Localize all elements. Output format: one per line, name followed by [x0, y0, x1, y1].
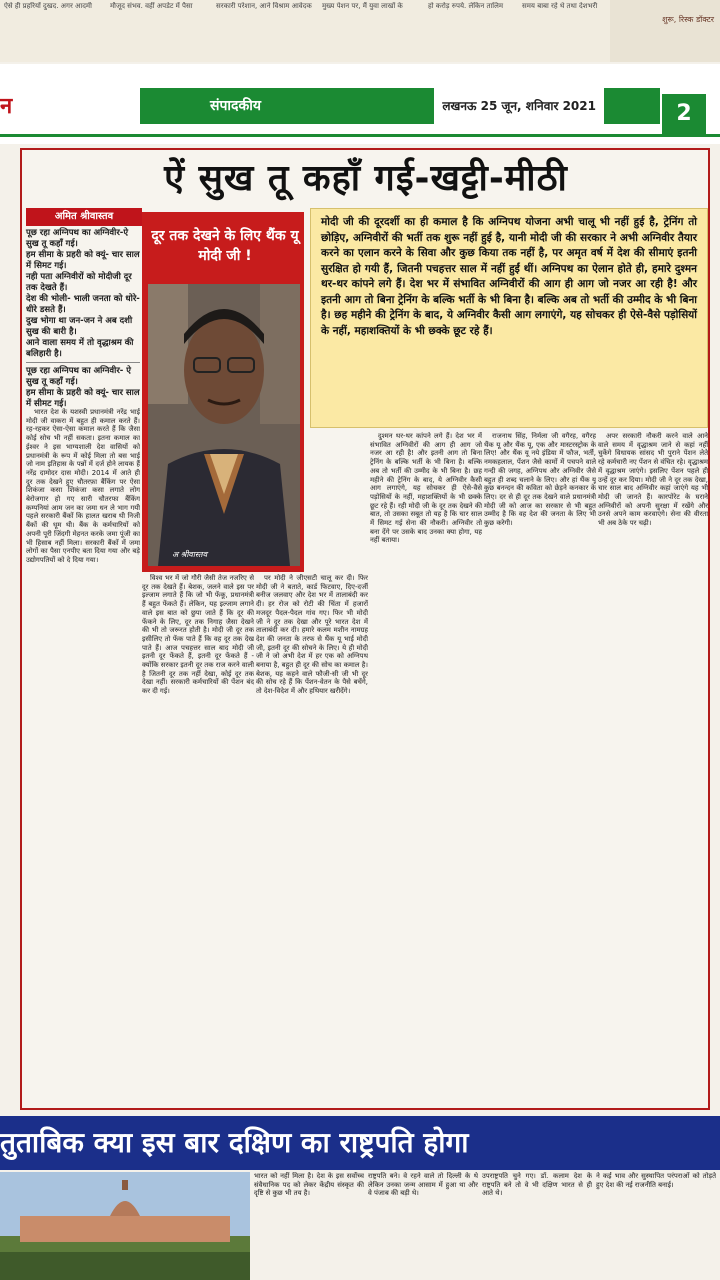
- poem-line: हम सीमा के प्रहरी को क्यूं- चार साल में सिमट गई।: [26, 250, 140, 271]
- issue-date: लखनऊ 25 जून, शनिवार 2021: [434, 88, 604, 124]
- strip-text: मुख्य पेशन पर, मैं युवा लाखों के: [322, 2, 403, 10]
- column-text: राजनाथ सिंह, निर्मला जी वगैरह, वगैरह थैंक यू और थैंक यू, एक और मास्टरस्ट्रोक के लिए! और थैंक यू नये इंडिया में फौज, भर्ती, नमकहलाल, पेंशन जैसे कामों में पचपने वाले गन्दी की जगह, अग्निपथ और अग्निवीर जैसे बहुत ही शब्द चलाने के लिए। और हां थैंक यू कुछ बनन्दन की कविता को छेड़ने कनकार के लिए। दर से ही दूर तक देखने वाले प्रधानमंत्री मोदी जी को आज का सरकार से भी बहुत उम्मीद है कि वह देश की जनता के लिए भी कुछ करेगी।: [484, 432, 596, 528]
- strip-right-text: शुरू, रिस्क डॉक्टर: [662, 15, 714, 24]
- bottom-column: ने कई भाव और सुस्थापित परंपराओं को तोड़ते हुए देश की नई राजनीति बनाई।: [596, 1172, 716, 1189]
- poem-line: देश की भोली- भाली जनता को धोरे-धीरे डसते हैं।: [26, 294, 140, 315]
- article-column: [256, 574, 368, 1108]
- section-bar: [140, 88, 660, 124]
- previous-page-strip: [0, 0, 720, 62]
- section-title: संपादकीय: [210, 98, 261, 114]
- divider: [26, 362, 140, 363]
- strip-text: ऐसे ही प्रहरियों दुखद. अगर आदमी: [4, 2, 92, 10]
- article-column: [598, 432, 708, 1108]
- lead-box: मोदी जी की दूरदर्शी का ही कमाल है कि अग्निपथ योजना अभी चालू भी नहीं हुई है, ट्रेनिंग तो छोड़िए, अग्निवीरों की भर्ती तक शुरू नहीं हुई है, यानी मोदी जी की सरकार ने अभी अग्निवीर तैयार करने का एलान करने के सिवा और कुछ किया तक नहीं है, पर अमृत वर्ष में देश की सीमाएं इतनी सुरक्षित हो गयी हैं, जितनी पचहत्तर साल में नहीं हुईं थीं। अग्निपथ का ऐलान होते ही, हमारे दुश्मन थर-थर कांपने लगे हैं। देश भर में संभावित अग्निवीरों की आग ही आग जो नजर आ रही है! और इतनी आग तो बिना ट्रेनिंग के बल्कि भर्ती के भी बिना है। बल्कि अब तो भर्ती की उम्मीद के भी बिना है। छह महीने की ट्रेनिंग के बाद, ये अग्निवीर कैसी आग लगाएंगे, यह सोचकर ही ऐसे-वैसे पड़ोसियों के नहीं, महाशक्तियों के भी छक्के छूट रहे हैं।: [310, 208, 708, 428]
- author-byline: अमित श्रीवास्तव: [26, 208, 142, 226]
- column-text: पर मोदी ने जीएसटी चालू कर दी। फिर मोदी जी ने बताते, कार्ड फिटवाए, दिए-दर्जी बनीज जलवाए और देश भर में तालाबंदी कर दी। हर रोज को रोटी की चिंता में हजारों मजदूर पैदल-पैदल गांव गए। फिर भी मोदी जी ने दूर तक देखा और पूरे भारत देश में तालाबंदी कर दी। हमारे कलम मशीन नामग्रह देश की जनता के तरफ से थैंक यू भाई मोदी जी, इतनी दूर की सोचने के लिए। ये ही मोदी जी ने जो अभी देश में हर एक को अग्निपथ बनाया है, बहुत ही दूर की सोच का कमाल है। बेशक, यह कहने वाले फौजी-सी जी भी दूर की सोच रहे हैं कि पेंशन-वेतन के पैसे बचेंगे, तो देश-विदेश में और हथियार खरीदेंगे।: [256, 574, 368, 696]
- header-rule: [0, 134, 720, 137]
- bottom-column: भारत को नहीं मिला है। देश के इस सर्वोच्च संवैधानिक पद को लेकर केंद्रीय संस्कृत की दृष्टि से कुछ भी तय है।: [254, 1172, 364, 1198]
- photo-name: अ श्रीवास्तव: [172, 550, 208, 559]
- poem-line: दुख भोगा था जन-जन ने अब दशी सुख की बारी है।: [26, 316, 133, 337]
- column-text: भारत देश के यशस्वी प्रधानमंत्री नरेंद्र भाई मोदी जी वाकरा में बहुत ही कमाल करते हैं। रह-रहकर ऐसा-ऐसा कमाल करते हैं कि जैसा कोई सोच भी नहीं सकता। इतना कमाल का ईश्वर ने इस भाग्यशाली देश वासियों को प्रधानमंत्री के रूप में कोई मिला तो बस भाई जो नाम इतिहास के पन्नों में दर्ज होने लायक हैं नरेंद्र दामोदर दास मोदी। 2014 में आते ही दुर तक देखने हुए चौतरफ़ा बैंकिंग पर ऐसा शिकंजा कसा शिकंजा कसा लगाते लोग बेरोजगार हो गए सारी चौतरफा बैंकिंग कम्पनियां आम जन का जमा धन ले भाग गयी पहले सरकारी बैंकों कि हालत खराब थी निजी बैंकों की धूम थी। बैंक के कर्मचारियों को अपनी पूरी जिंदगी मेहनत करके जमा पूंजी का भी हिसाब नहीं मिला। सरकारी बैंकों में जमा लोगों का पैसा एनपीए बता दिया गया और बड़े उद्योगपतियों को दे दिया गया।: [26, 408, 140, 564]
- bottom-headline: तुताबिक क्या इस बार दक्षिण का राष्ट्रपति होगा: [0, 1126, 469, 1159]
- column-text: दुश्मन थर-थर कांपने लगे हैं। देश भर में संभावित अग्निवीरों की आग ही आग जो नजर आ रही है! और इतनी आग तो बिना ट्रेनिंग के बल्कि भर्ती के भी बिना है। बल्कि अब तो भर्ती की उम्मीद के भी बिना है। छह महीने की ट्रेनिंग के बाद, ये अग्निवीर कैसी आग लगाएंगे, यह सोचकर ही ऐसे-वैसे पड़ोसियों के नहीं, महाशक्तियों के भी छक्के छूट रहे हैं। रही मोदी जी के दूर तक देखने की बात, तो उसका सबूत तो यह है कि चार साल में सिमट गई सेना की नौकरी। अग्निवीर तो बना देंगे पर उसके बाद उनका क्या होगा, यह नहीं बताया।: [370, 432, 482, 545]
- poem-line: पूछ रहा अग्निपथ का अग्निवीर- ऐ सुख तू कहाँ गई।: [26, 366, 131, 387]
- portrait-illustration: [148, 284, 300, 566]
- page-number: 2: [662, 94, 706, 134]
- strip-text: मौजूद संभव. वहीं अपडेट में पैसा: [110, 2, 193, 10]
- article-column: [26, 408, 140, 1108]
- rashtrapati-bhavan-photo: [0, 1172, 250, 1280]
- poem-box: [26, 228, 140, 409]
- column-text: विश्व भर में जो गौरी जैसी तेज नजरिए से दूर तक देखते हैं। बेशक, जलने वाले इस पर इल्जाम लगाते हैं कि जो भी फेंकू, प्रधानमंत्री हैं बहुत फेंकते हैं। लेकिन, यह इल्जाम लगाने वाले इस बात को छुपा जाते हैं कि दूर की फेंकने के लिए, दूर तक निगाह जैसा देखने की भी तो जरूरत होती है। मोदी जी दूर तक इसीलिए तो फेंक पाते हैं कि वह दूर तक देख पाते हैं। आज पचहत्तर साल बाद मोदी जी इतनी दूर फेंकते हैं, इतनी दूर फेंकते हैं - क्योंकि सरकार इतनी दूर तक राज करने वाली है जितनी दूर तक नहीं देखा, कोई दूर तक देखा नहीं। सरकारी कर्मचारियों की पेंशन बंद कर दी गई।: [142, 574, 254, 696]
- photo-caption: दूर तक देखने के लिए थैंक यू मोदी जी !: [151, 228, 299, 264]
- strip-text: सरकारी परेशान, आने विश्राम आवेदक: [216, 2, 312, 10]
- poem-line: पूछ रहा अग्निपथ का अग्निवीर-ऐ सुख तू कहाँ गई।: [26, 228, 129, 249]
- poem-line: नही पता अग्निवीरों को मोदीजी दूर तक देखते हैं।: [26, 272, 132, 293]
- bottom-column: उपराष्ट्रपति चुने गए। डॉ. कलाम देश के राष्ट्रपति बने तो वे भी दक्षिण भारत से ही आते थे।: [482, 1172, 592, 1198]
- bottom-headline-band: [0, 1116, 720, 1170]
- logo-fragment: न: [0, 94, 13, 119]
- bottom-column: राष्ट्रपति बने। वे रहने वाले तो दिल्ली के थे लेकिन उनका जन्म आसाम में हुआ था और वे पंजाब की बड़ी थे।: [368, 1172, 478, 1198]
- strip-text: समय बाबा रहे थे तथा देशभरी: [522, 2, 598, 10]
- author-photo: [148, 284, 300, 566]
- strip-right-box: [610, 0, 720, 62]
- poem-line: हम सीमा के प्रहरी को क्यूं- चार साल में सीमट गई।: [26, 388, 140, 409]
- article-column: [484, 432, 596, 1108]
- article-headline: ऐं सुख तू कहाँ गई-खट्टी-मीठी: [24, 150, 708, 208]
- building-illustration: [0, 1172, 250, 1280]
- article-column: [370, 432, 482, 1108]
- column-text: अपर सरकारी नौकरी करने वाले आने वाले समय में वृद्धाश्रम जाने से कहां नहीं चुकेंगे विधायक सांसद भी पुराने पेंशन लेते रहे कर्मचारी नए पेंशन से वंचित रहे। वृद्धाश्रम में वृद्धाश्रम जाएंगे। इसलिए पेंशन पहले ही उन्हें दूर कर दिया। मोदी जी ने दूर तक देखा, चार साल बाद अग्निवीर कहां जाएंगे यह भी मोदी जी जानते हैं। कारपोरेट के घराने अग्निवीरों को अपनी सुरक्षा में रखेंगे और उनसे अपने काम करवाएंगे। सेना की वीरता भी अब ठेके पर चढ़ी।: [598, 432, 708, 528]
- article-column: [142, 574, 254, 1108]
- poem-line: आने वाला समय में तो वृद्धाश्रम की बलिहारी है।: [26, 338, 134, 359]
- strip-text: हो करोड़ रुपये. लेकिन तालिम: [428, 2, 504, 10]
